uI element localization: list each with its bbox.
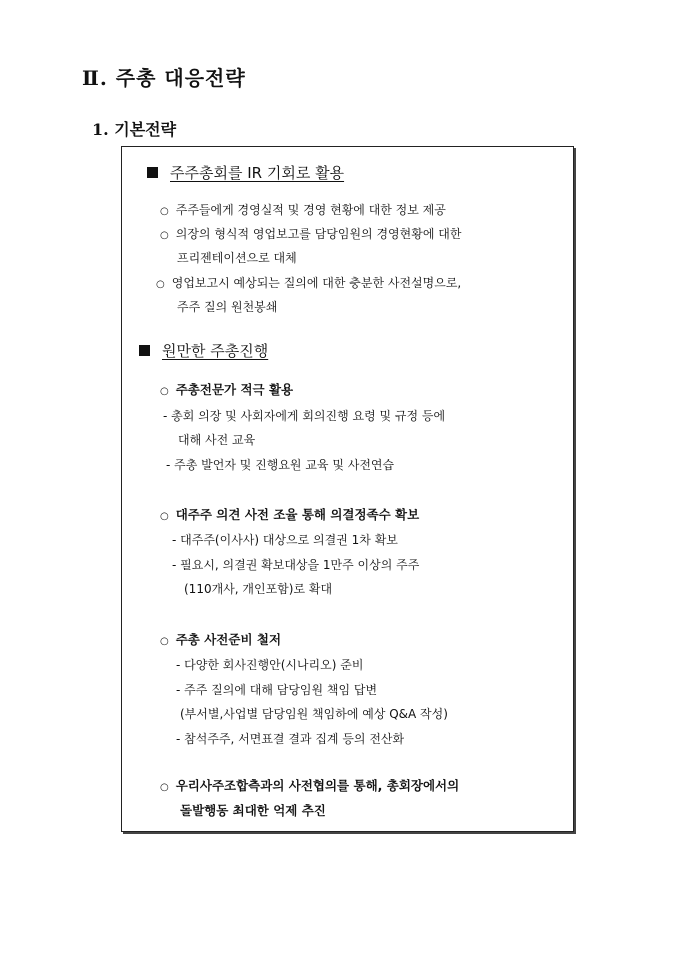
list-item-continuation: (110개사, 개인포함)로 확대 [184,582,333,596]
strategy-box [121,146,574,832]
list-item-continuation: 대해 사전 교육 [178,433,256,447]
hollow-circle-icon: ○ [160,230,169,241]
list-item: - 주총 발언자 및 진행요원 교육 및 사전연습 [166,458,395,472]
list-item-continuation: 주주 질의 원천봉쇄 [177,300,278,314]
list-item: ○ 주주들에게 경영실적 및 경영 현황에 대한 정보 제공 [160,202,446,220]
hollow-circle-icon: ○ [160,782,169,793]
list-item: ○ 의장의 형식적 영업보고를 담당임원의 경영현황에 대한 [160,226,461,244]
list-item-continuation: 프리젠테이션으로 대체 [177,251,297,265]
hollow-circle-icon: ○ [160,636,169,647]
sub-heading-experts: ○ 주총전문가 적극 활용 [160,382,293,400]
list-item: - 다양한 회사진행안(시나리오) 준비 [176,658,364,672]
list-item: - 필요시, 의결권 확보대상을 1만주 이상의 주주 [172,558,420,572]
hollow-circle-icon: ○ [160,511,169,522]
hollow-circle-icon: ○ [156,279,165,290]
heading-ir-text: 주주총회를 IR 기회로 활용 [170,164,345,182]
section-title: 1. 기본전략 [92,120,177,139]
black-square-icon [147,167,158,178]
heading-meeting [139,341,268,361]
heading-ir [147,163,344,183]
list-item: - 참석주주, 서면표결 결과 집계 등의 전산화 [176,732,405,746]
sub-heading-employee-union: ○ 우리사주조합측과의 사전협의를 통해, 총회장에서의 [160,778,459,796]
list-item: - 대주주(이사사) 대상으로 의결권 1차 확보 [172,533,398,547]
sub-heading-major-shareholders: ○ 대주주 의견 사전 조율 통해 의결정족수 확보 [160,507,419,525]
black-square-icon [139,345,150,356]
document-title: Ⅱ. 주총 대응전략 [82,66,246,90]
sub-heading-preparation: ○ 주총 사전준비 철저 [160,632,281,650]
sub-heading-continuation: 돌발행동 최대한 억제 추진 [180,803,326,818]
hollow-circle-icon: ○ [160,386,169,397]
list-item-continuation: (부서별,사업별 담당임원 책임하에 예상 Q&A 작성) [180,707,448,721]
hollow-circle-icon: ○ [160,206,169,217]
list-item: ○ 영업보고시 예상되는 질의에 대한 충분한 사전설명으로, [156,275,461,293]
heading-meeting-text: 원만한 주총진행 [162,342,269,360]
list-item: - 주주 질의에 대해 담당임원 책임 답변 [176,683,378,697]
list-item: - 총회 의장 및 사회자에게 회의진행 요령 및 규정 등에 [163,409,446,423]
